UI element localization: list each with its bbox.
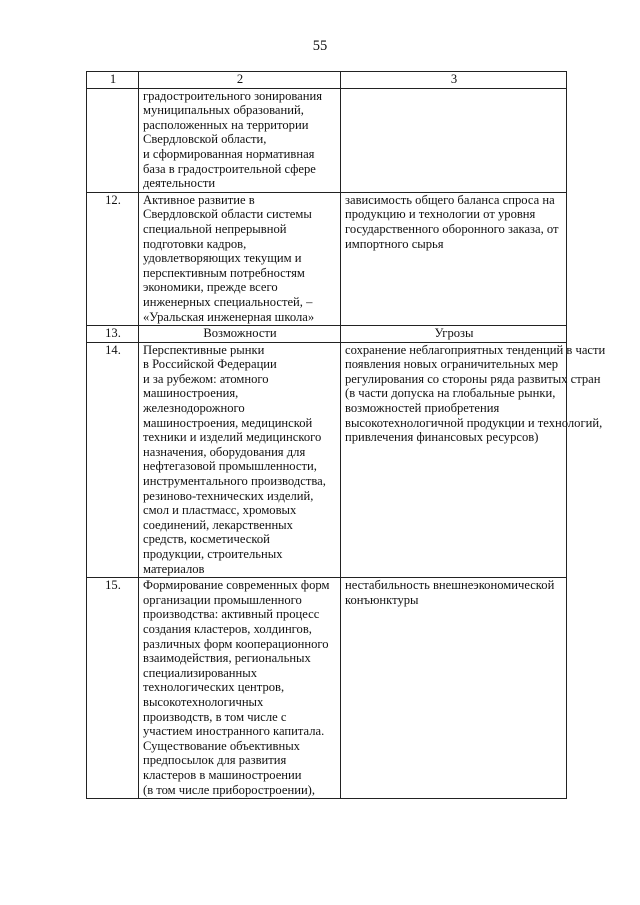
row-number bbox=[87, 88, 139, 192]
cell-text-line: муниципальных образований, bbox=[143, 103, 304, 118]
row-number: 13. bbox=[87, 326, 139, 343]
row-text-col2 bbox=[139, 88, 341, 192]
cell-text-line: кластеров в машиностроении bbox=[143, 767, 302, 782]
row-text-col3 bbox=[341, 342, 606, 578]
cell-text-line: Свердловской области, bbox=[143, 132, 267, 147]
row-number: 12. bbox=[87, 192, 139, 325]
cell-text-line: удовлетворяющих текущим и bbox=[143, 251, 302, 266]
header-col2: 2 bbox=[139, 72, 341, 89]
cell-text-line: смол и пластмасс, хромовых bbox=[143, 503, 297, 518]
cell-text-line: градостроительного зонирования bbox=[143, 88, 323, 103]
cell-text-line: Формирование современных форм bbox=[143, 578, 330, 593]
cell-text-line: специализированных bbox=[143, 665, 258, 680]
table-row bbox=[87, 578, 567, 799]
cell-text-line: инструментального производства, bbox=[143, 474, 326, 489]
table-section-header-row bbox=[87, 326, 567, 343]
cell-text-line: высокотехнологичных bbox=[143, 694, 264, 709]
cell-text-line: в Российской Федерации bbox=[143, 357, 277, 372]
page-number: 55 bbox=[312, 38, 328, 54]
header-col1: 1 bbox=[87, 72, 139, 89]
cell-text-line: техники и изделий медицинского bbox=[143, 430, 322, 445]
cell-text-line: средств, косметической bbox=[143, 532, 270, 547]
cell-text-line: создания кластеров, холдингов, bbox=[143, 621, 312, 636]
cell-text-line: материалов bbox=[143, 561, 205, 576]
cell-text-line: назначения, оборудования для bbox=[143, 444, 306, 459]
cell-text-line: производств, в том числе с bbox=[143, 709, 287, 724]
cell-text-line: предпосылок для развития bbox=[143, 753, 287, 768]
cell-text-line: машиностроения, bbox=[143, 386, 239, 401]
cell-text-line: Активное развитие в bbox=[143, 192, 255, 207]
cell-text-line: и за рубежом: атомного bbox=[143, 371, 269, 386]
table-row bbox=[87, 192, 567, 325]
cell-text-line: резиново-технических изделий, bbox=[143, 488, 314, 503]
cell-text-line: государственного оборонного заказа, от bbox=[345, 221, 559, 236]
cell-text-line: и сформированная нормативная bbox=[143, 146, 315, 161]
cell-text-line: привлечения финансовых ресурсов) bbox=[345, 430, 539, 445]
row-number: 15. bbox=[87, 578, 139, 799]
header-col3: 3 bbox=[341, 72, 567, 89]
cell-text-line: (в том числе приборостроении), bbox=[143, 782, 316, 797]
cell-text-line: перспективным потребностям bbox=[143, 265, 305, 280]
cell-text-line: различных форм кооперационного bbox=[143, 636, 329, 651]
cell-text-line: импортного сырья bbox=[345, 236, 444, 251]
cell-text-line: экономики, прежде всего bbox=[143, 280, 278, 295]
cell-text-line: производства: активный процесс bbox=[143, 607, 320, 622]
cell-text-line: база в градостроительной сфере bbox=[143, 161, 316, 176]
row-text-col2 bbox=[139, 342, 341, 578]
cell-text-line: специальной непрерывной bbox=[143, 221, 287, 236]
cell-text-line: Перспективные рынки bbox=[143, 342, 265, 357]
cell-text-line: (в части допуска на глобальные рынки, bbox=[345, 386, 556, 401]
cell-text-line: зависимость общего баланса спроса на bbox=[345, 192, 555, 207]
cell-text-line: сохранение неблагоприятных тенденций в части bbox=[345, 342, 606, 357]
cell-text-line: машиностроения, медицинской bbox=[143, 415, 313, 430]
cell-text-line: регулирования со стороны ряда развитых стран bbox=[345, 371, 601, 386]
cell-text-line: конъюнктуры bbox=[345, 592, 419, 607]
cell-text-line: деятельности bbox=[143, 176, 216, 191]
cell-text-line: продукции, строительных bbox=[143, 547, 283, 561]
cell-text-line: организации промышленного bbox=[143, 592, 302, 607]
row-number: 14. bbox=[87, 342, 139, 578]
cell-text-line: взаимодействия, региональных bbox=[143, 651, 311, 666]
cell-text-line: продукцию и технологии от уровня bbox=[345, 207, 536, 222]
row-text-col2 bbox=[139, 192, 341, 325]
cell-text-line: появления новых ограничительных мер bbox=[345, 357, 559, 372]
cell-text-line: возможностей приобретения bbox=[345, 401, 500, 416]
cell-text-line: Существование объективных bbox=[143, 738, 300, 753]
opportunities-heading: Возможности bbox=[139, 326, 341, 343]
cell-text-line: железнодорожного bbox=[143, 401, 245, 416]
row-text-col3 bbox=[341, 578, 567, 799]
cell-text-line: расположенных на территории bbox=[143, 117, 309, 132]
cell-text-line: технологических центров, bbox=[143, 680, 285, 695]
cell-text-line: соединений, лекарственных bbox=[143, 517, 293, 532]
cell-text-line: подготовки кадров, bbox=[143, 236, 247, 251]
row-text-col3 bbox=[341, 88, 567, 192]
swot-table bbox=[86, 71, 606, 799]
cell-text-line: инженерных специальностей, – bbox=[143, 294, 313, 309]
cell-text-line: участием иностранного капитала. bbox=[143, 724, 325, 739]
cell-text-line: Свердловской области системы bbox=[143, 207, 312, 222]
row-text-col2 bbox=[139, 578, 341, 799]
table-row bbox=[87, 342, 567, 578]
cell-text-line: нестабильность внешнеэкономической bbox=[345, 578, 555, 593]
cell-text-line: нефтегазовой промышленности, bbox=[143, 459, 317, 474]
threats-heading: Угрозы bbox=[341, 326, 567, 343]
cell-text-line: высокотехнологичной продукции и технологий, bbox=[345, 415, 603, 430]
cell-text-line: «Уральская инженерная школа» bbox=[143, 309, 315, 324]
row-text-col3 bbox=[341, 192, 567, 325]
table-row bbox=[87, 88, 567, 192]
table-header-row bbox=[87, 72, 567, 89]
